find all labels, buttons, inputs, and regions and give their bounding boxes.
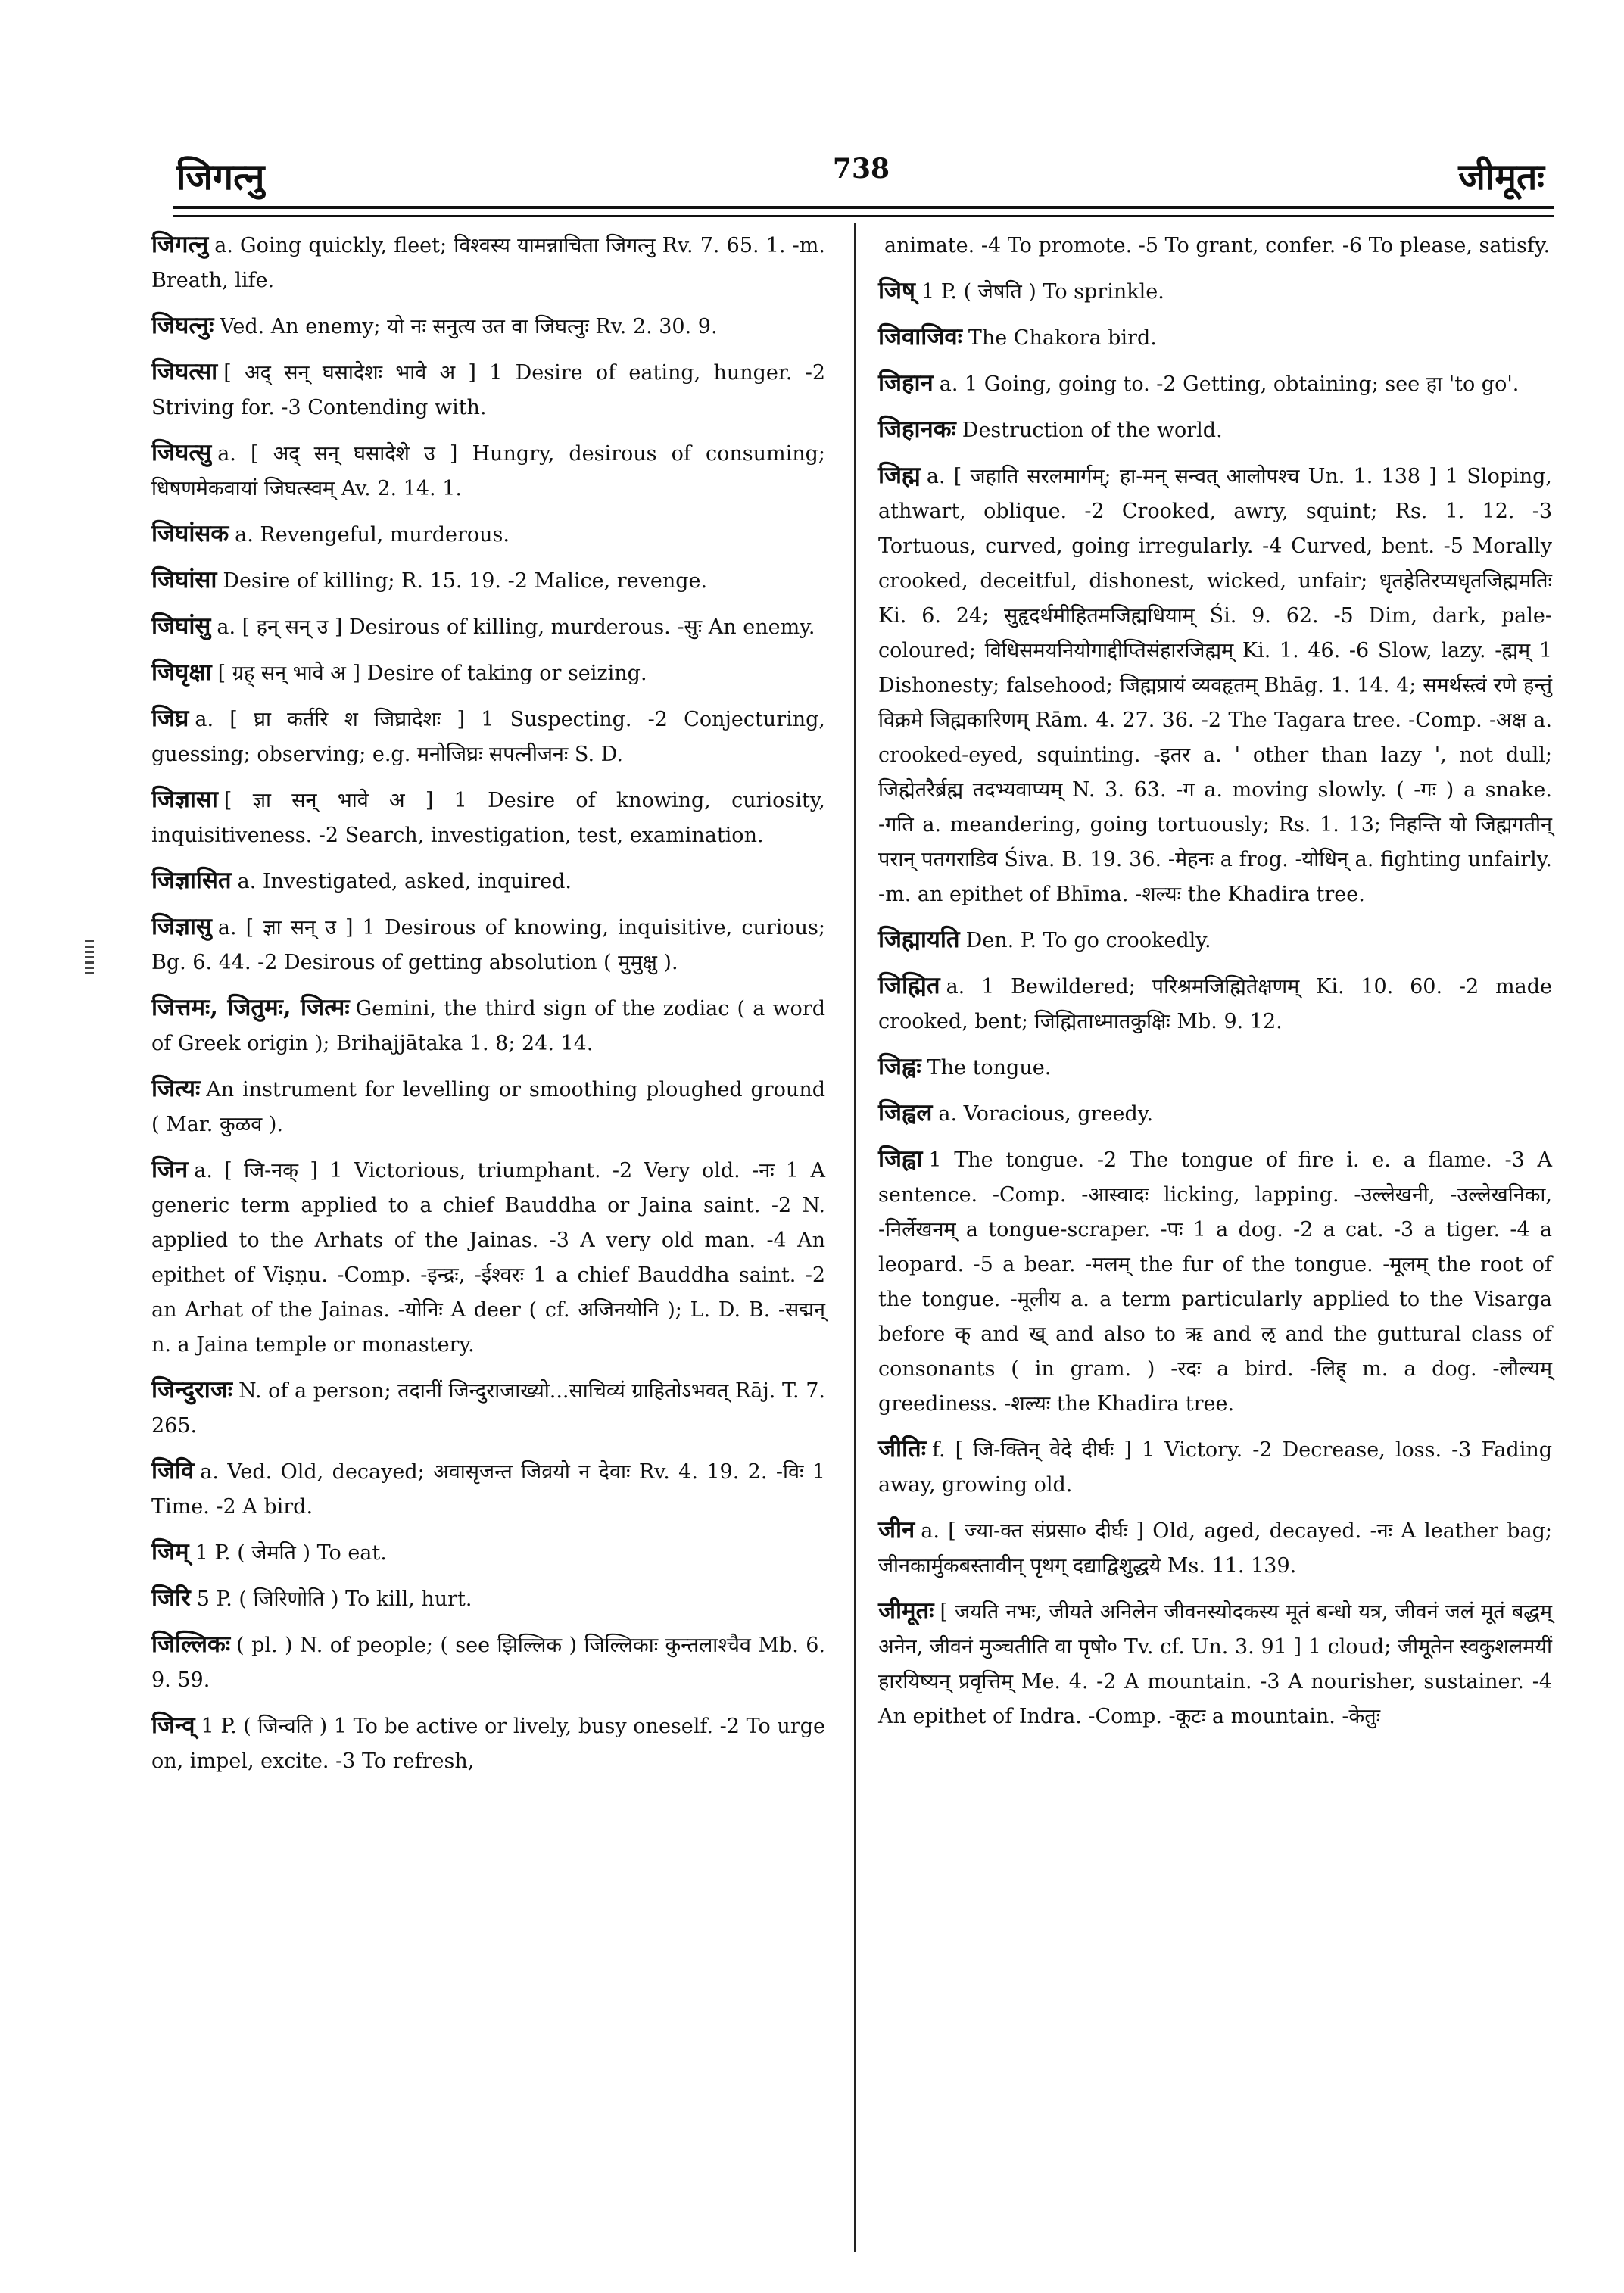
entry-headword: जीतिः <box>878 1435 926 1463</box>
entry-headword: जिघत्नुः <box>151 312 214 339</box>
column-divider <box>854 223 856 2252</box>
dictionary-entry <box>878 366 1552 402</box>
header-guide-word-right: जीमूतः <box>1458 156 1545 198</box>
dictionary-entry <box>151 1152 825 1363</box>
dictionary-entry <box>878 319 1552 356</box>
entry-headword: जिन्व् <box>151 1712 195 1739</box>
dictionary-entry <box>151 1453 825 1525</box>
entry-definition: a. [ हन् सन् उ ] Desirous of killing, murderous. -सुः An enemy. <box>217 615 815 639</box>
entry-headword: जिघांसा <box>151 566 217 594</box>
entry-headword: जिघ्र <box>151 705 189 732</box>
entry-definition: The tongue. <box>927 1056 1052 1080</box>
entry-definition: 5 P. ( जिरिणोति ) To kill, hurt. <box>196 1587 472 1611</box>
dictionary-entry <box>878 273 1552 310</box>
entry-headword: जिम् <box>151 1538 189 1566</box>
entry-definition: a. [ घ्रा कर्तरि श जिघ्रादेशः ] 1 Suspecting. -2 Conjecturing, guessing; observing; e.g. मनोजिघ्रः सपत्नीजनः S. D. <box>151 708 825 766</box>
dictionary-entry <box>878 1049 1552 1086</box>
entry-headword: जिरि <box>151 1584 191 1612</box>
entry-headword: जित्यः <box>151 1075 201 1102</box>
entry-definition: 1 P. ( जिन्वति ) 1 To be active or lively, busy oneself. -2 To urge on, impel, excite. -3 To refresh, <box>151 1715 825 1773</box>
entry-headword: जिघांसु <box>151 612 211 640</box>
entry-definition: [ जयति नभः, जीयते अनिलेन जीवनस्योदकस्य मूतं बन्धो यत्र, जीवनं जलं मूतं बद्धम् अनेन, जीवनं मुञ्चतीति वा पृषो० Tv. cf. Un. 3. 91 ] 1 cloud; जीमूतेन स्वकुशलमयीं हारयिष्यन् प्रवृत्तिम् Me. 4. -2 A mountain. -3 A nourisher, sustainer. -4 An epithet of Indra. -Comp. -कूटः a mountain. -केतुः <box>878 1600 1552 1728</box>
dictionary-entry <box>151 782 825 853</box>
entry-headword: जिह्वा <box>878 1145 923 1173</box>
dictionary-entry <box>151 701 825 772</box>
dictionary-entry <box>151 435 825 506</box>
header-guide-word-left: जिगत्नु <box>176 156 265 198</box>
dictionary-entry <box>151 655 825 691</box>
entry-definition: [ अद् सन् घसादेशः भावे अ ] 1 Desire of eating, hunger. -2 Striving for. -3 Contending with. <box>151 361 825 419</box>
entry-headword: जिल्लिकः <box>151 1631 231 1658</box>
entry-headword: जिह्वल <box>878 1099 933 1126</box>
entry-headword: जिघांसक <box>151 520 229 547</box>
entry-definition: Den. P. To go crookedly. <box>965 929 1211 952</box>
dictionary-entry <box>151 308 825 344</box>
entry-definition: a. [ जि-नक् ] 1 Victorious, triumphant. -2 Very old. -नः 1 A generic term applied to a chief Bauddha or Jaina saint. -2 N. applied to the Arhats of the Jainas. -3 A very old man. -4 An epithet of Viṣṇu. -Comp. -इन्द्रः, -ईश्वरः 1 a chief Bauddha saint. -2 an Arhat of the Jainas. -योनिः A deer ( cf. अजिनयोनि ); L. D. B. -सद्मन् n. a Jaina temple or monastery. <box>151 1159 825 1357</box>
entry-definition: The Chakora bird. <box>968 326 1157 350</box>
page-number: 738 <box>832 153 890 185</box>
entry-headword: जिहान <box>878 369 934 397</box>
dictionary-entry <box>151 1071 825 1142</box>
dictionary-entry <box>151 1534 825 1571</box>
entry-definition: 1 P. ( जेषति ) To sprinkle. <box>921 280 1164 304</box>
entry-headword: जिह्वः <box>878 1053 921 1080</box>
entry-headword: जिहानकः <box>878 416 956 443</box>
entry-headword: जिवि <box>151 1457 195 1485</box>
dictionary-entry <box>151 227 825 298</box>
entry-headword: जीन <box>878 1516 915 1544</box>
entry-definition: a. Revengeful, murderous. <box>235 523 510 547</box>
dictionary-entry <box>151 354 825 425</box>
entry-definition: N. of a person; तदानीं जिन्दुराजाख्यो...साचिव्यं ग्राहितोऽभवत् Rāj. T. 7. 265. <box>151 1379 825 1438</box>
entry-headword: जिह्म <box>878 462 921 489</box>
entry-definition: a. Going quickly, fleet; विश्वस्य यामन्नाचिता जिगत्नु Rv. 7. 65. 1. -m. Breath, life. <box>151 234 825 292</box>
dictionary-entry <box>151 1627 825 1698</box>
entry-headword: जिघत्सा <box>151 358 218 385</box>
dictionary-entry <box>151 1372 825 1444</box>
entry-headword: जिज्ञासित <box>151 867 232 894</box>
entry-definition: ( pl. ) N. of people; ( see झिल्लिक ) जिल्लिकाः कुन्तलाश्चैव Mb. 6. 9. 59. <box>151 1634 825 1692</box>
entry-headword: जिष् <box>878 277 915 304</box>
entry-definition: Gemini, the third sign of the zodiac ( a word of Greek origin ); Brihajjātaka 1. 8; 24. 14. <box>151 997 825 1055</box>
entry-headword: जिज्ञासा <box>151 786 218 813</box>
dictionary-entry <box>151 909 825 980</box>
dictionary-entry <box>878 1513 1552 1584</box>
entry-definition: An instrument for levelling or smoothing ploughed ground ( Mar. कुळव ). <box>151 1078 825 1136</box>
entry-definition: 1 The tongue. -2 The tongue of fire i. e. a flame. -3 A sentence. -Comp. -आस्वादः licking, lapping. -उल्लेखनी, -उल्लेखनिका, -निर्लेखनम् a tongue-scraper. -पः 1 a dog. -2 a cat. -3 a tiger. -4 a leopard. -5 a bear. -मलम् the fur of the tongue. -मूलम् the root of the tongue. -मूलीय a. a term particularly applied to the Visarga before क् and ख् and also to ऋ and ऌ and the guttural class of consonants ( in gram. ) -रदः a bird. -लिह् m. a dog. -लौल्यम् greediness. -शल्यः the Khadira tree. <box>878 1148 1552 1416</box>
entry-definition: a. [ अद् सन् घसादेशे उ ] Hungry, desirous of consuming; धिषणमेकवायां जिघत्स्वम् Av. 2. 14. 1. <box>151 442 825 500</box>
entry-definition: a. 1 Going, going to. -2 Getting, obtaining; see हा 'to go'. <box>939 372 1520 396</box>
entry-headword: जीमूतः <box>878 1597 934 1625</box>
dictionary-entry <box>878 1594 1552 1734</box>
dictionary-entry <box>878 1142 1552 1422</box>
dictionary-entry <box>151 1581 825 1617</box>
entry-definition: a. [ जहाति सरलमार्गम्; हा-मन् सन्वत् आलोपश्च Un. 1. 138 ] 1 Sloping, athwart, oblique. -2 Crooked, awry, squint; Rs. 1. 12. -3 Tortuous, curved, going irregularly. -4 Curved, bent. -5 Morally crooked, deceitful, dishonest, wicked, unfair; धृतहेतिरप्यधृतजिह्ममतिः Ki. 6. 24; सुहृदर्थमीहितमजिह्मधियाम् Śi. 9. 62. -5 Dim, dark, pale-coloured; विधिसमयनियोगाद्दीप्तिसंहारजिह्मम् Ki. 1. 46. -6 Slow, lazy. -ह्मम् 1 Dishonesty; falsehood; जिह्मप्रायं व्यवहृतम् Bhāg. 1. 14. 4; समर्थस्त्वं रणे हन्तुं विक्रमे जिह्मकारिणम् Rām. 4. 27. 36. -2 The Tagara tree. -Comp. -अक्ष a. crooked-eyed, squinting. -इतर a. ' other than lazy ', not dull; जिह्मेतरैर्ब्रह्म तदभ्यवाप्यम् N. 3. 63. -ग a. moving slowly. ( -गः ) a snake. -गति a. meandering, going tortuously; Rs. 1. 13; निहन्ति यो जिह्मगतीन् परान् पतगराडिव Śiva. B. 19. 36. -मेहनः a frog. -योधिन् a. fighting unfairly. -m. an epithet of Bhīma. -शल्यः the Khadira tree. <box>878 465 1552 906</box>
entry-definition: a. Investigated, asked, inquired. <box>237 870 572 893</box>
entry-definition: animate. -4 To promote. -5 To grant, confer. -6 To please, satisfy. <box>884 234 1551 257</box>
header-rule-thin <box>173 215 1554 217</box>
left-column <box>151 227 825 1789</box>
dictionary-entry <box>151 1708 825 1779</box>
dictionary-entry <box>878 1095 1552 1132</box>
dictionary-entry <box>878 227 1552 263</box>
entry-definition: f. [ जि-क्तिन् वेदे दीर्घः ] 1 Victory. -2 Decrease, loss. -3 Fading away, growing old. <box>878 1438 1552 1497</box>
entry-definition: [ ग्रह् सन् भावे अ ] Desire of taking or seizing. <box>217 662 647 685</box>
dictionary-entry <box>878 922 1552 958</box>
dictionary-entry <box>151 609 825 645</box>
dictionary-entry <box>151 990 825 1061</box>
header-rule <box>173 206 1554 209</box>
entry-definition: [ ज्ञा सन् भावे अ ] 1 Desire of knowing, curiosity, inquisitiveness. -2 Search, investigation, test, examination. <box>151 789 825 847</box>
entry-headword: जिघत्सु <box>151 439 212 466</box>
dictionary-entry <box>151 516 825 553</box>
dictionary-entry <box>151 562 825 599</box>
dictionary-entry <box>151 863 825 899</box>
entry-definition: a. Voracious, greedy. <box>938 1102 1154 1126</box>
entry-headword: जिह्मित <box>878 972 940 999</box>
margin-mark <box>85 940 94 977</box>
entry-headword: जिवाजिवः <box>878 323 962 350</box>
entry-definition: a. 1 Bewildered; परिश्रमजिह्मितेक्षणम् Ki. 10. 60. -2 made crooked, bent; जिह्मिताध्मातकुक्षिः Mb. 9. 12. <box>878 975 1552 1033</box>
entry-headword: जिह्मायति <box>878 926 960 953</box>
entry-headword: जिन्दुराजः <box>151 1376 233 1404</box>
entry-definition: Ved. An enemy; यो नः सनुत्य उत वा जिघत्नुः Rv. 2. 30. 9. <box>220 315 718 338</box>
entry-definition: 1 P. ( जेमति ) To eat. <box>195 1541 387 1565</box>
dictionary-entry <box>878 412 1552 448</box>
entry-headword: जिन <box>151 1156 189 1183</box>
entry-headword: जित्तमः, जितुमः, जित्मः <box>151 994 350 1021</box>
right-column <box>878 227 1552 1744</box>
dictionary-entry <box>878 1432 1552 1503</box>
entry-definition: Destruction of the world. <box>962 419 1223 442</box>
dictionary-entry <box>878 968 1552 1039</box>
dictionary-entry <box>878 458 1552 912</box>
entry-headword: जिघृक्षा <box>151 659 212 686</box>
entry-headword: जिज्ञासु <box>151 913 212 940</box>
entry-definition: a. [ ज्या-क्त संप्रसा० दीर्घः ] Old, aged, decayed. -नः A leather bag; जीनकार्मुकबस्तावीन् पृथग् दद्याद्विशुद्धये Ms. 11. 139. <box>878 1519 1552 1578</box>
entry-definition: a. Ved. Old, decayed; अवासृजन्त जिव्रयो न देवाः Rv. 4. 19. 2. -विः 1 Time. -2 A bird. <box>151 1460 825 1519</box>
entry-definition: Desire of killing; R. 15. 19. -2 Malice, revenge. <box>223 569 708 593</box>
entry-headword: जिगत्नु <box>151 231 209 258</box>
entry-definition: a. [ ज्ञा सन् उ ] 1 Desirous of knowing, inquisitive, curious; Bg. 6. 44. -2 Desirous of getting absolution ( मुमुक्षु ). <box>151 916 825 974</box>
page-header <box>170 151 1552 212</box>
